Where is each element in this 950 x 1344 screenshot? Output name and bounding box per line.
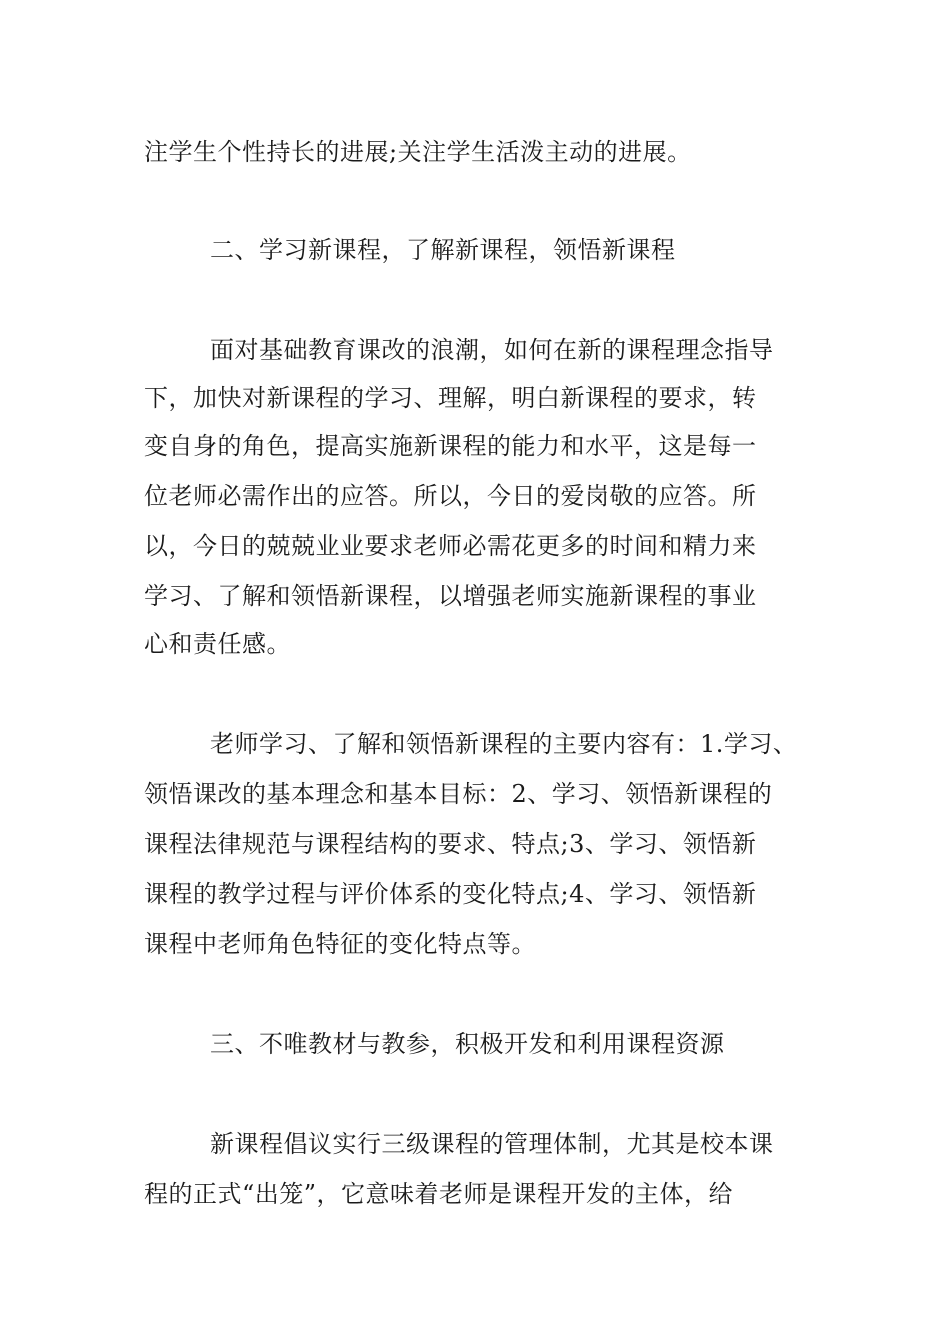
paragraph-line: 面对基础教育课改的浪潮，如何在新的课程理念指导 [210, 336, 774, 364]
paragraph-line: 位老师必需作出的应答。所以，今日的爱岗敬的应答。所 [144, 482, 757, 510]
paragraph-line: 心和责任感。 [144, 630, 291, 658]
paragraph-line: 程的正式“出笼”，它意味着老师是课程开发的主体，给 [144, 1180, 734, 1208]
paragraph-line: 新课程倡议实行三级课程的管理体制，尤其是校本课 [210, 1130, 774, 1158]
paragraph-line: 注学生个性持长的进展;关注学生活泼主动的进展。 [144, 138, 692, 166]
paragraph-line: 学习、了解和领悟新课程，以增强老师实施新课程的事业 [144, 582, 757, 610]
paragraph-line: 下，加快对新课程的学习、理解，明白新课程的要求，转 [144, 384, 757, 412]
paragraph-line: 课程法律规范与课程结构的要求、特点;3、学习、领悟新 [144, 830, 757, 858]
paragraph-line: 课程的教学过程与评价体系的变化特点;4、学习、领悟新 [144, 880, 757, 908]
paragraph-line: 老师学习、了解和领悟新课程的主要内容有：1.学习、 [210, 730, 798, 758]
paragraph-line: 变自身的角色，提高实施新课程的能力和水平，这是每一 [144, 432, 757, 460]
section-heading: 三、不唯教材与教参，积极开发和利用课程资源 [210, 1030, 725, 1058]
paragraph-line: 课程中老师角色特征的变化特点等。 [144, 930, 536, 958]
section-heading: 二、学习新课程，了解新课程，领悟新课程 [210, 236, 676, 264]
paragraph-line: 领悟课改的基本理念和基本目标：2、学习、领悟新课程的 [144, 780, 773, 808]
paragraph-line: 以，今日的兢兢业业要求老师必需花更多的时间和精力来 [144, 532, 757, 560]
